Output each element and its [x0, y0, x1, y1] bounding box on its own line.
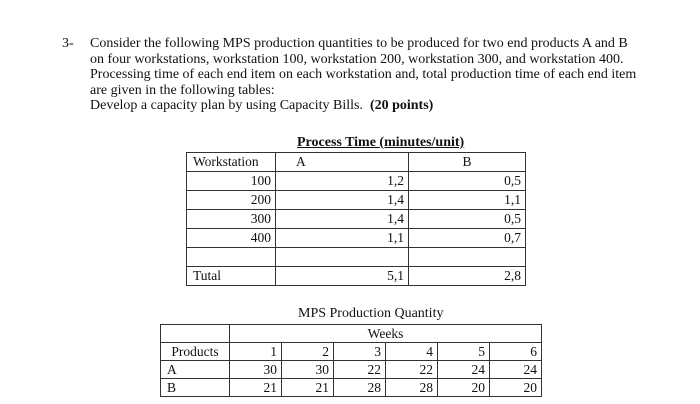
product-cell: B [161, 379, 230, 397]
week-number: 2 [282, 343, 334, 361]
weeks-header-row [161, 325, 542, 343]
empty-cell [161, 325, 230, 343]
table-row [161, 379, 542, 397]
question-number: 3- [62, 36, 74, 51]
quantity-cell: 28 [386, 379, 438, 397]
time-b-cell: 0,5 [409, 172, 526, 191]
time-a-cell: 1,1 [276, 229, 409, 248]
question-task-line [90, 98, 650, 114]
question-line: are given in the following tables: [90, 82, 275, 98]
table-row [187, 172, 526, 191]
time-b-cell: 1,1 [409, 191, 526, 210]
table-header-row [187, 153, 526, 172]
header-a: A [276, 153, 409, 172]
weeks-header: Weeks [230, 325, 542, 343]
quantity-cell: 24 [490, 361, 542, 379]
time-a-cell: 1,4 [276, 210, 409, 229]
quantity-cell: 28 [334, 379, 386, 397]
empty-cell [187, 248, 276, 267]
workstation-cell: 200 [187, 191, 276, 210]
question-line: on four workstations, workstation 100, workstation 200, workstation 300, and workstation 400. [90, 51, 624, 67]
quantity-cell: 30 [230, 361, 282, 379]
table-row [187, 210, 526, 229]
week-number: 4 [386, 343, 438, 361]
week-number: 3 [334, 343, 386, 361]
question-line: Consider the following MPS production quantities to be produced for two end products A and B [90, 36, 628, 51]
time-b-cell: 0,5 [409, 210, 526, 229]
quantity-cell: 22 [386, 361, 438, 379]
empty-cell [276, 248, 409, 267]
header-workstation: Workstation [187, 153, 276, 172]
question-task: Develop a capacity plan by using Capacity Bills. [90, 98, 363, 113]
process-time-title: Process Time (minutes/unit) [297, 135, 465, 150]
quantity-cell: 20 [490, 379, 542, 397]
workstation-cell: 400 [187, 229, 276, 248]
workstation-cell: 100 [187, 172, 276, 191]
workstation-cell: 300 [187, 210, 276, 229]
product-cell: A [161, 361, 230, 379]
total-a-cell: 5,1 [276, 267, 409, 286]
quantity-cell: 24 [438, 361, 490, 379]
mps-title: MPS Production Quantity [298, 306, 444, 321]
quantity-cell: 21 [282, 379, 334, 397]
products-header: Products [161, 343, 230, 361]
header-b: B [409, 153, 526, 172]
table-row [187, 229, 526, 248]
total-b-cell: 2,8 [409, 267, 526, 286]
question-text [90, 36, 650, 114]
week-number: 1 [230, 343, 282, 361]
total-label: Tutal [187, 267, 276, 286]
table-row-empty [187, 248, 526, 267]
table-row [187, 191, 526, 210]
mps-table [160, 324, 542, 397]
quantity-cell: 20 [438, 379, 490, 397]
quantity-cell: 22 [334, 361, 386, 379]
process-time-table [186, 152, 526, 286]
time-b-cell: 0,7 [409, 229, 526, 248]
empty-cell [409, 248, 526, 267]
time-a-cell: 1,2 [276, 172, 409, 191]
quantity-cell: 21 [230, 379, 282, 397]
week-number: 6 [490, 343, 542, 361]
week-number-row [161, 343, 542, 361]
week-number: 5 [438, 343, 490, 361]
question-points: (20 points) [369, 98, 434, 113]
table-row [161, 361, 542, 379]
total-row [187, 267, 526, 286]
question-line: Processing time of each end item on each workstation and, total production time of each end item [90, 67, 637, 82]
quantity-cell: 30 [282, 361, 334, 379]
time-a-cell: 1,4 [276, 191, 409, 210]
